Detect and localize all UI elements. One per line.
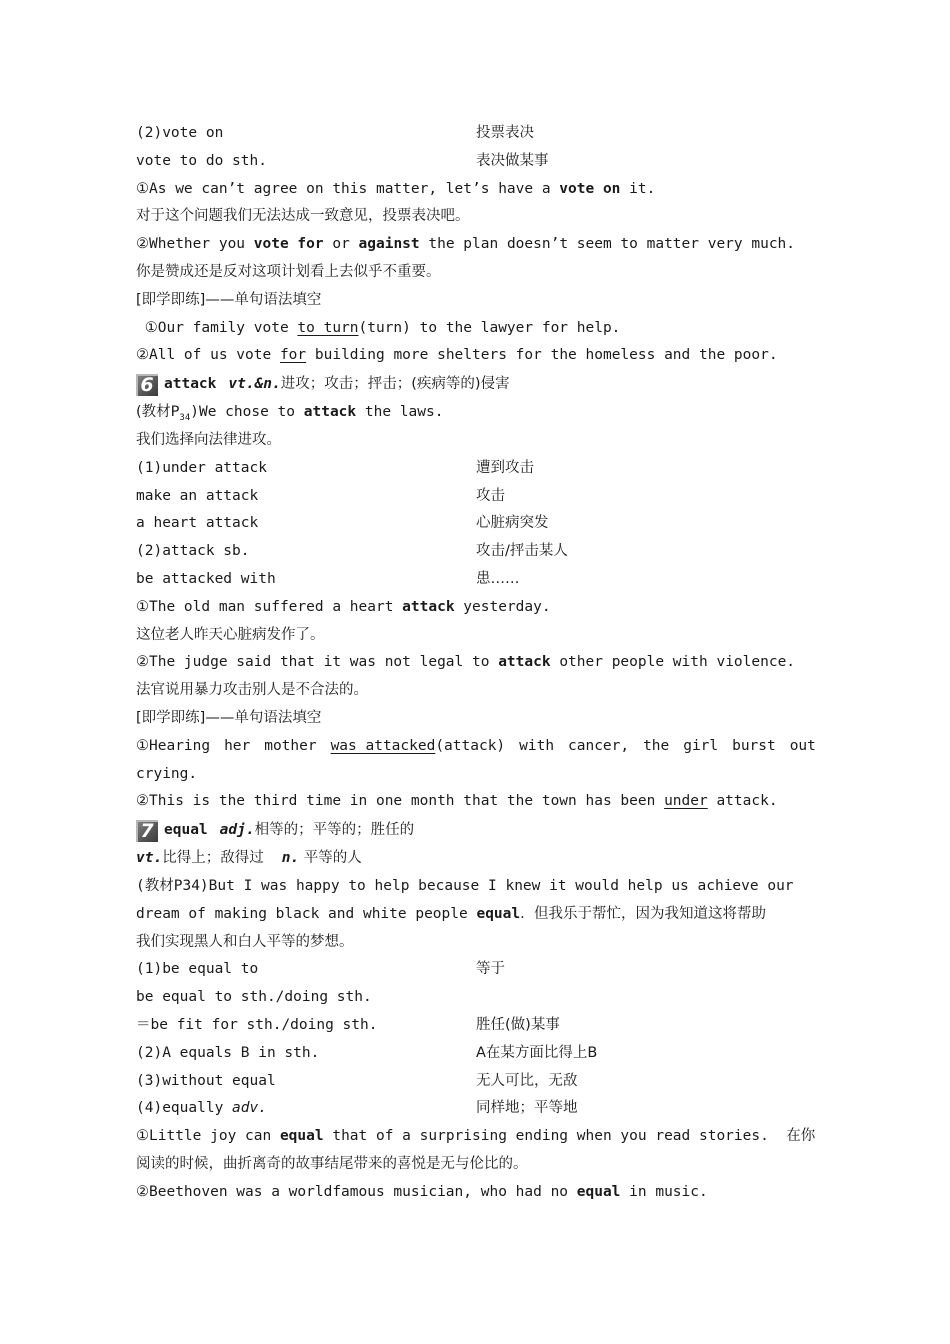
entry-heading-attack: [136, 370, 816, 399]
text: ②Beethoven was a worldfamous musician, who had no: [136, 1183, 577, 1200]
number-badge-icon: 6: [136, 374, 158, 396]
phrase-cn: 攻击: [476, 487, 505, 504]
phrase-cn: 胜任(做)某事: [476, 1016, 560, 1033]
text: in music.: [620, 1183, 708, 1200]
word: with: [519, 737, 555, 754]
headword: equal: [164, 821, 208, 838]
phrase-en: vote to do sth.: [136, 152, 267, 169]
text: ②This is the third time in one month that the town has been: [136, 793, 665, 810]
word: (attack): [435, 737, 506, 754]
phrase-en: (1)under attack: [136, 459, 267, 476]
word: out: [789, 737, 816, 754]
text: other people with violence.: [550, 654, 796, 671]
part-of-speech: adj.: [219, 821, 255, 838]
keyword: attack: [402, 598, 455, 615]
example-sentence: [136, 176, 816, 204]
text: ②The judge said that it was not legal to: [136, 654, 499, 671]
text: building more shelters for the homeless and the poor.: [306, 347, 778, 364]
example-sentence: [136, 1123, 816, 1151]
text: it.: [620, 180, 656, 197]
example-sentence: [136, 1179, 816, 1207]
text: the laws.: [356, 404, 444, 421]
practice-question: [136, 788, 816, 816]
definition: 进攻；攻击；抨击；(疾病等的)侵害: [280, 375, 510, 392]
practice-heading: [即学即练]——单句语法填空: [136, 291, 322, 308]
answer: under: [664, 793, 708, 810]
keyword: vote for: [253, 236, 324, 253]
keyword: attack: [498, 654, 551, 671]
answer: was attacked: [330, 737, 436, 754]
word: burst: [732, 737, 776, 754]
phrase-row: [136, 1068, 816, 1096]
example-translation: 阅读的时候，曲折离奇的故事结尾带来的喜悦是无与伦比的。: [136, 1155, 528, 1172]
text: . 但我乐于帮忙，因为我知道这将帮助: [520, 905, 766, 922]
phrase-cn: 遭到攻击: [476, 459, 534, 476]
phrase-en: ＝be fit for sth./doing sth.: [136, 1016, 378, 1033]
phrase-row: [136, 510, 816, 538]
phrase-en: a heart attack: [136, 515, 259, 532]
number-badge-icon: 7: [136, 820, 158, 842]
answer: for: [279, 347, 307, 364]
phrase-row: [136, 1095, 816, 1123]
answer: to turn: [297, 319, 359, 336]
word: cancer,: [568, 737, 630, 754]
phrase-row: [136, 1040, 816, 1068]
phrase-en: (3)without equal: [136, 1072, 276, 1089]
phrase-cn: A在某方面比得上B: [476, 1044, 598, 1061]
part-of-speech: vt.&n.: [228, 375, 281, 392]
word: her: [224, 737, 251, 754]
headword: attack: [164, 375, 217, 392]
example-translation: 这位老人昨天心脏病发作了。: [136, 626, 325, 643]
phrase-cn: 等于: [476, 961, 505, 978]
keyword: attack: [303, 404, 357, 421]
phrase-en: [136, 1095, 476, 1123]
example-translation: 我们选择向法律进攻。: [136, 431, 281, 448]
definition: 相等的；平等的；胜任的: [254, 821, 415, 838]
word: ①Hearing: [136, 737, 211, 754]
phrase-cn: 患……: [476, 570, 520, 587]
text: ①Our family vote: [136, 319, 298, 336]
text: ①As we can’t agree on this matter, let’s have a: [136, 180, 560, 197]
keyword: against: [358, 236, 420, 253]
phrase-row: [136, 984, 816, 1012]
phrase-row: [136, 455, 816, 483]
text: (4)equally: [136, 1100, 233, 1117]
part-of-speech: vt.: [136, 850, 163, 867]
textbook-source-cont: [136, 901, 816, 929]
phrase-row: [136, 538, 816, 566]
example-sentence: [136, 649, 816, 677]
text: ②All of us vote: [136, 347, 280, 364]
example-translation: 你是赞成还是反对这项计划看上去似乎不重要。: [136, 263, 441, 280]
phrase-cn: 无人可比，无敌: [476, 1072, 578, 1089]
practice-question: [136, 342, 816, 370]
practice-question-cont: crying.: [136, 765, 198, 782]
phrase-row: [136, 120, 816, 148]
keyword: equal: [279, 1128, 324, 1145]
answer-group: [331, 733, 506, 761]
text: attack.: [707, 793, 778, 810]
textbook-source: (教材P34)But I was happy to help because I knew it would help us achieve our: [136, 877, 794, 894]
phrase-en: (2)attack sb.: [136, 543, 250, 560]
keyword: equal: [476, 905, 521, 922]
phrase-cn: 投票表决: [476, 125, 534, 141]
phrase-en: make an attack: [136, 487, 259, 504]
phrase-en: be attacked with: [136, 570, 276, 587]
keyword: vote on: [559, 180, 621, 197]
phrase-cn: 表决做某事: [476, 152, 549, 169]
word: the: [643, 737, 670, 754]
phrase-cn: 攻击/抨击某人: [476, 543, 568, 560]
text: ①Little joy can: [136, 1128, 280, 1145]
example-sentence: [136, 231, 816, 259]
phrase-cn: 同样地；平等地: [476, 1100, 578, 1117]
example-translation: 对于这个问题我们无法达成一致意见，投票表决吧。: [136, 208, 470, 225]
example-sentence: [136, 594, 816, 622]
phrase-en: (1)be equal to: [136, 961, 259, 978]
phrase-en: (2)vote on: [136, 125, 224, 141]
phrase-row: [136, 148, 816, 176]
text: ①The old man suffered a heart: [136, 598, 403, 615]
phrase-row: [136, 956, 816, 984]
keyword: equal: [576, 1183, 621, 1200]
textbook-source: [136, 399, 816, 427]
text: that of a surprising ending when you read stories. 在你: [323, 1128, 816, 1145]
phrase-row: [136, 483, 816, 511]
phrase-cn: 心脏病突发: [476, 515, 549, 532]
text: yesterday.: [454, 598, 551, 615]
text: the plan doesn’t seem to matter very much.: [419, 236, 796, 253]
phrase-row: [136, 566, 816, 594]
text: )We chose to: [190, 404, 304, 421]
practice-question: [136, 733, 816, 761]
word: girl: [683, 737, 719, 754]
text: or: [323, 236, 359, 253]
phrase-row: [136, 1012, 816, 1040]
text: (教材P: [136, 404, 180, 421]
text: dream of making black and white people: [136, 905, 477, 922]
textbook-source-cont: 我们实现黑人和白人平等的梦想。: [136, 933, 354, 950]
definition-line: [136, 845, 816, 873]
text: (turn) to the lawyer for help.: [358, 319, 621, 336]
part-of-speech: adv.: [232, 1100, 267, 1117]
page-number: 34: [179, 413, 191, 424]
word: mother: [264, 737, 317, 754]
definition: 平等的人: [299, 850, 362, 867]
document-page: [136, 120, 816, 1206]
example-translation: 法官说用暴力攻击别人是不合法的。: [136, 682, 368, 699]
practice-question: [136, 315, 816, 343]
definition: 比得上；敌得过: [162, 850, 264, 867]
phrase-en: (2)A equals B in sth.: [136, 1044, 320, 1061]
entry-heading-equal: [136, 816, 816, 845]
text: ②Whether you: [136, 236, 254, 253]
part-of-speech: n.: [281, 850, 300, 867]
phrase-en: be equal to sth./doing sth.: [136, 989, 372, 1006]
practice-heading: [即学即练]——单句语法填空: [136, 709, 322, 726]
